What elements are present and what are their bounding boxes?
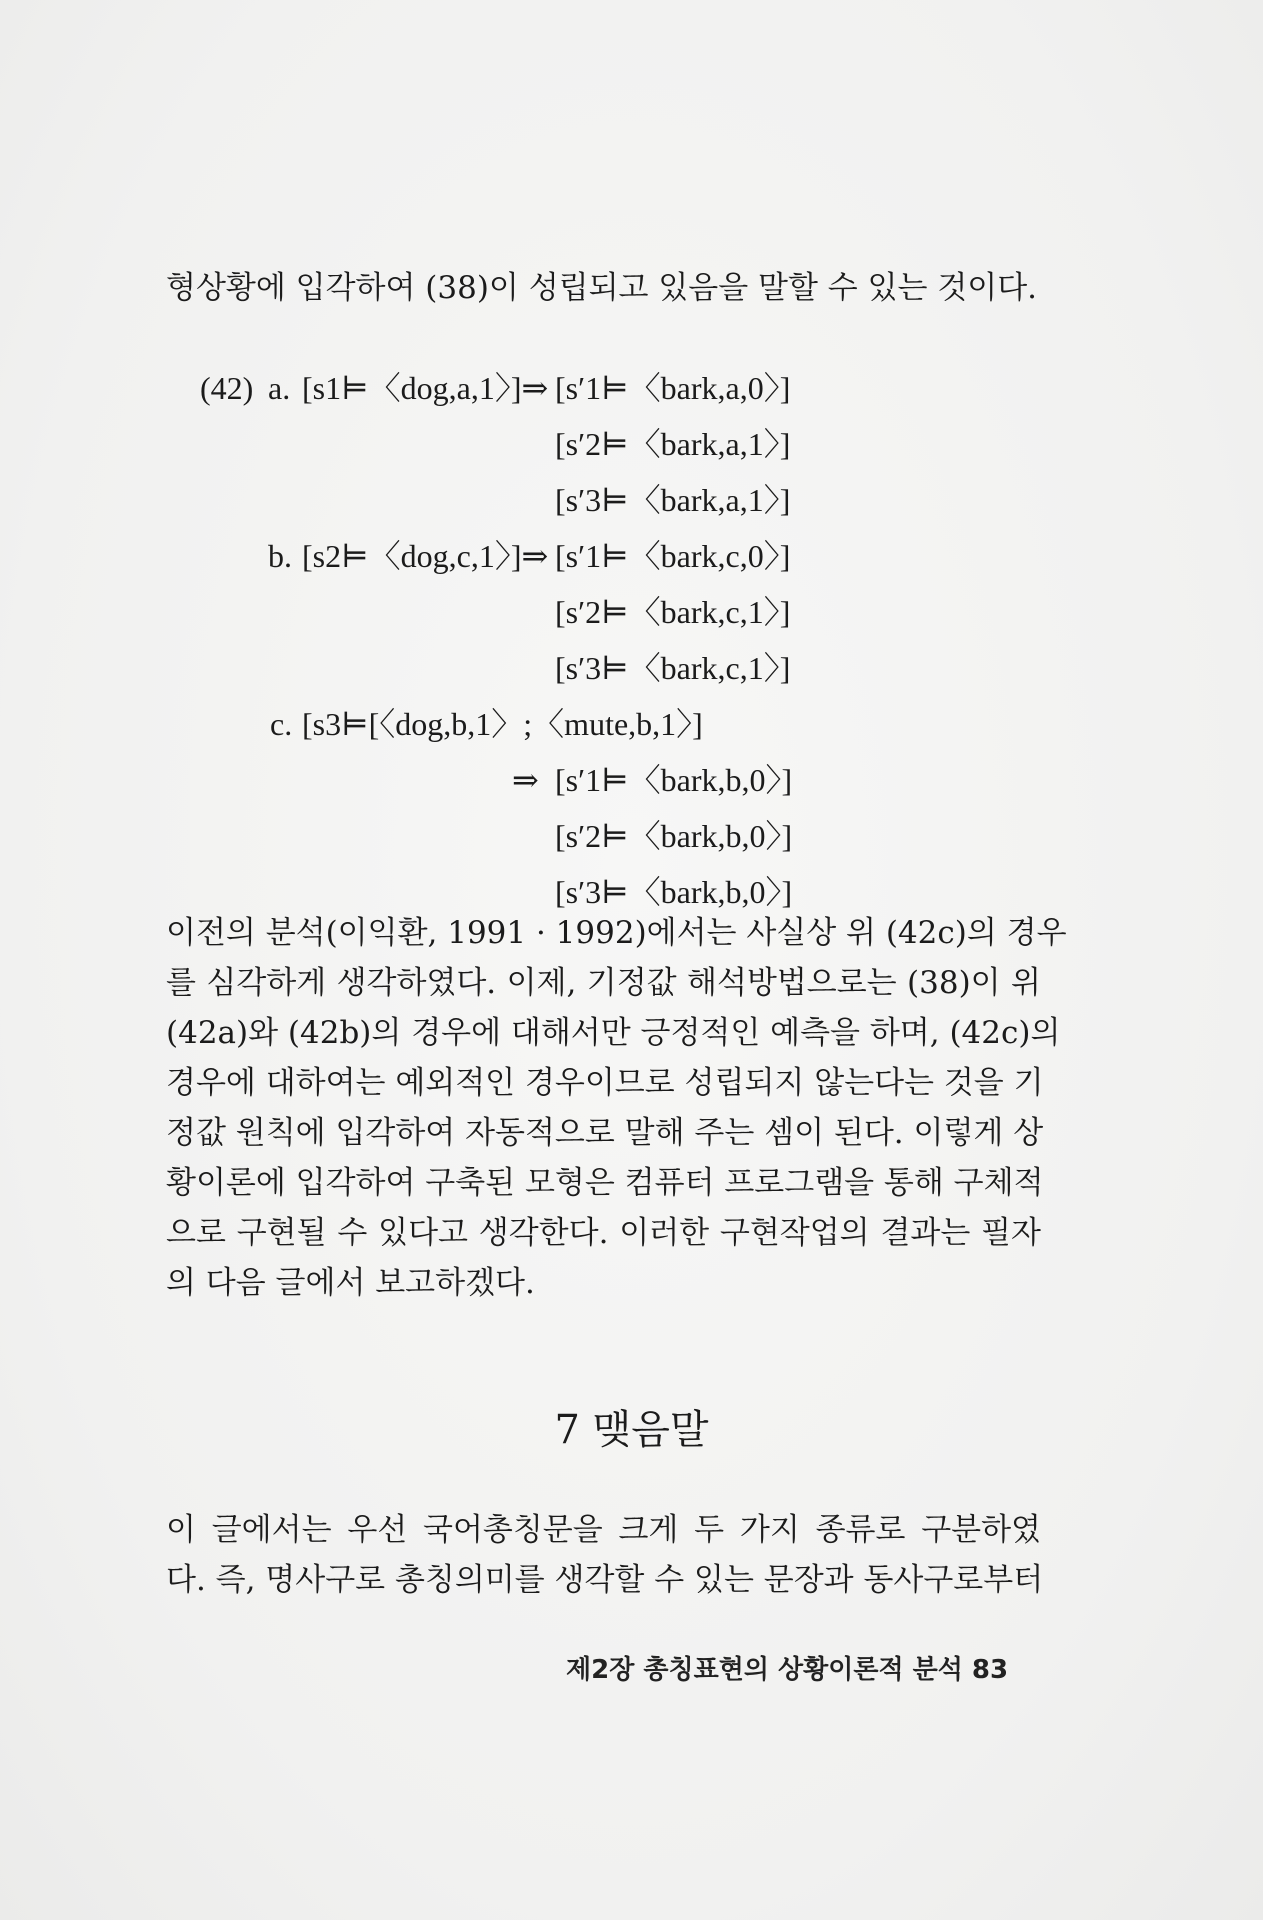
example-a-result-1: [s′1⊨〈bark,a,0〉] xyxy=(555,370,791,406)
example-a-result-2: [s′2⊨〈bark,a,1〉] xyxy=(555,426,791,462)
example-c-label: c. xyxy=(270,706,293,742)
example-c-lhs: [s3⊨[〈dog,b,1〉;〈mute,b,1〉] xyxy=(302,706,703,742)
example-a-label: a. xyxy=(268,370,291,406)
example-c-result-1: [s′1⊨〈bark,b,0〉] xyxy=(555,762,793,798)
paragraph-1 xyxy=(166,908,1067,1308)
paragraph-1-line: 의 다음 글에서 보고하겠다. xyxy=(166,1265,535,1301)
page-footer: 제2장 총칭표현의 상황이론적 분석 83 xyxy=(566,1655,1009,1685)
paragraph-1-line: 황이론에 입각하여 구축된 모형은 컴퓨터 프로그램을 통해 구체적 xyxy=(166,1165,1044,1201)
example-b-result-1: [s′1⊨〈bark,c,0〉] xyxy=(555,538,791,574)
paragraph-1-line: 정값 원칙에 입각하여 자동적으로 말해 주는 셈이 된다. 이렇게 상 xyxy=(166,1115,1044,1151)
paragraph-1-line: (42a)와 (42b)의 경우에 대해서만 긍정적인 예측을 하며, (42c)의 xyxy=(166,1015,1061,1051)
paragraph-1-line: 를 심각하게 생각하였다. 이제, 기정값 해석방법으로는 (38)이 위 xyxy=(166,965,1041,1001)
paragraph-1-line: 으로 구현될 수 있다고 생각한다. 이러한 구현작업의 결과는 필자 xyxy=(166,1215,1041,1251)
paragraph-2-line: 다. 즉, 명사구로 총칭의미를 생각할 수 있는 문장과 동사구로부터 xyxy=(166,1562,1044,1598)
paragraph-1-line: 경우에 대하여는 예외적인 경우이므로 성립되지 않는다는 것을 기 xyxy=(166,1065,1044,1101)
paragraph-2 xyxy=(166,1505,1044,1605)
paragraph-1-line: 이전의 분석(이익환, 1991 · 1992)에서는 사실상 위 (42c)의 경우 xyxy=(166,915,1067,951)
example-b-lhs: [s2⊨〈dog,c,1〉]⇒ xyxy=(302,538,549,574)
paragraph-2-line: 이 글에서는 우선 국어총칭문을 크게 두 가지 종류로 구분하였 xyxy=(166,1512,1041,1548)
example-b-label: b. xyxy=(268,538,292,574)
example-c-result-2: [s′2⊨〈bark,b,0〉] xyxy=(555,818,793,854)
example-a-lhs: [s1⊨〈dog,a,1〉]⇒ xyxy=(302,370,549,406)
example-b-result-2: [s′2⊨〈bark,c,1〉] xyxy=(555,594,791,630)
example-c-result-3: [s′3⊨〈bark,b,0〉] xyxy=(555,874,793,910)
example-c-arrow: ⇒ xyxy=(512,762,539,798)
text-line-top: 형상황에 입각하여 (38)이 성립되고 있음을 말할 수 있는 것이다. xyxy=(166,270,1038,306)
example-number: (42) xyxy=(200,370,254,406)
example-b-result-3: [s′3⊨〈bark,c,1〉] xyxy=(555,650,791,686)
section-heading: 7 맺음말 xyxy=(554,1407,709,1453)
example-a-result-3: [s′3⊨〈bark,a,1〉] xyxy=(555,482,791,518)
